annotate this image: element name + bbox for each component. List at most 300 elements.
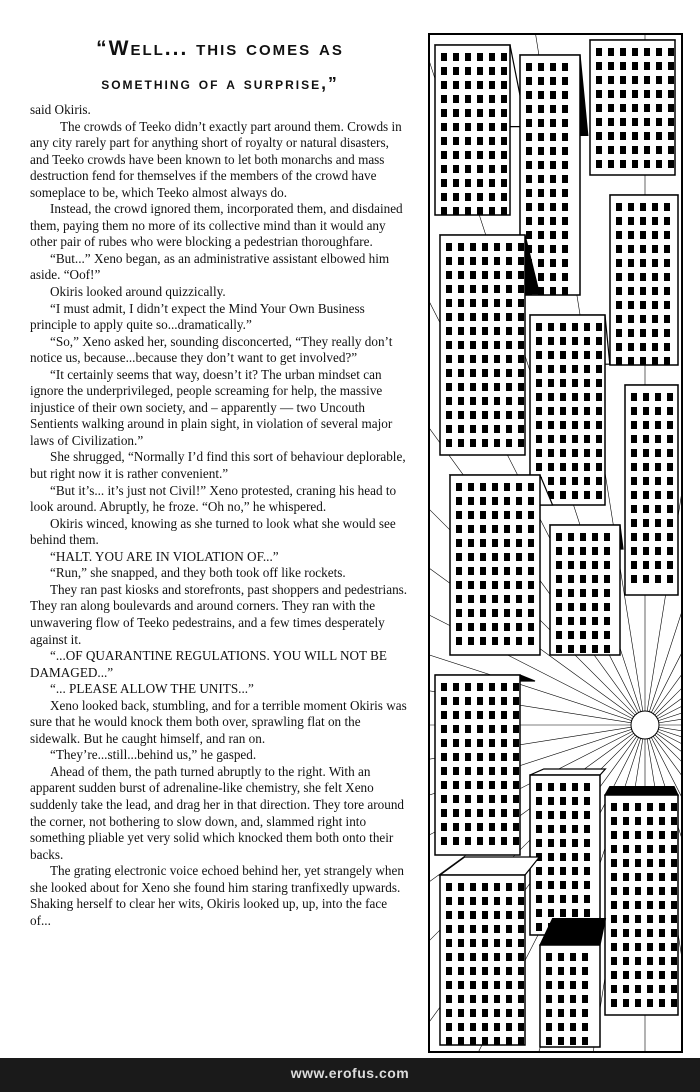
tower-window	[480, 637, 486, 645]
tower-window	[647, 887, 653, 895]
tower-window	[620, 104, 626, 112]
tower-window	[489, 739, 495, 747]
tower-window	[441, 123, 447, 131]
tower-window	[556, 561, 562, 569]
tower-window	[596, 132, 602, 140]
tower-window	[550, 259, 556, 267]
tower-window	[513, 739, 519, 747]
tower-window	[516, 497, 522, 505]
tower-window	[477, 179, 483, 187]
tower-window	[470, 271, 476, 279]
tower-window	[477, 207, 483, 215]
tower-window	[620, 132, 626, 140]
tower-window	[556, 645, 562, 653]
tower-window	[611, 803, 617, 811]
tower-window	[465, 53, 471, 61]
tower-window	[538, 63, 544, 71]
tower-window	[556, 631, 562, 639]
tower-window	[550, 217, 556, 225]
tower-window	[441, 67, 447, 75]
tower-window	[506, 327, 512, 335]
tower-window	[568, 645, 574, 653]
tower-window	[458, 355, 464, 363]
tower-window	[643, 435, 649, 443]
tower-window	[480, 497, 486, 505]
tower-window	[623, 901, 629, 909]
tower-window	[489, 683, 495, 691]
tower-window	[458, 411, 464, 419]
tower-window	[671, 957, 677, 965]
tower-window	[664, 245, 670, 253]
tower-window	[494, 925, 500, 933]
tower-window	[562, 147, 568, 155]
tower-window	[536, 881, 542, 889]
tower-window	[562, 91, 568, 99]
tower-window	[458, 439, 464, 447]
tower-window	[572, 783, 578, 791]
tower-window	[644, 90, 650, 98]
tower-window	[441, 837, 447, 845]
tower-window	[572, 477, 578, 485]
tower-window	[492, 595, 498, 603]
tower-window	[453, 725, 459, 733]
tower-window	[518, 939, 524, 947]
tower-window	[528, 567, 534, 575]
tower-window	[446, 1009, 452, 1017]
tower-window	[458, 1023, 464, 1031]
tower-window	[453, 193, 459, 201]
tower-window	[518, 911, 524, 919]
tower-window	[468, 609, 474, 617]
tower-window	[453, 123, 459, 131]
tower-window	[647, 859, 653, 867]
tower-window	[628, 357, 634, 365]
tower-window	[584, 421, 590, 429]
tower-window	[441, 95, 447, 103]
tower-window	[628, 329, 634, 337]
tower-window	[504, 525, 510, 533]
tower-window	[489, 823, 495, 831]
tower-window	[604, 575, 610, 583]
tower-window	[477, 823, 483, 831]
paragraph: “They’re...still...behind us,” he gasped.	[50, 747, 257, 763]
tower-window	[608, 62, 614, 70]
tower-window	[480, 581, 486, 589]
tower-window	[647, 873, 653, 881]
tower-window	[489, 725, 495, 733]
tower-window	[611, 859, 617, 867]
tower-window	[441, 151, 447, 159]
tower-window	[446, 995, 452, 1003]
tower-window	[482, 1023, 488, 1031]
tower-window	[458, 981, 464, 989]
tower-window	[482, 369, 488, 377]
tower-window	[458, 939, 464, 947]
tower-window	[518, 411, 524, 419]
tower-window	[501, 809, 507, 817]
tower-window	[501, 837, 507, 845]
tower-window	[538, 77, 544, 85]
tower-window	[494, 939, 500, 947]
tower-window	[556, 603, 562, 611]
tower-window	[441, 795, 447, 803]
tower-window	[667, 463, 673, 471]
tower-window	[548, 825, 554, 833]
tower-window	[631, 561, 637, 569]
tower-window	[470, 939, 476, 947]
tower-window	[516, 483, 522, 491]
tower-window	[560, 337, 566, 345]
tower-window	[470, 383, 476, 391]
tower-window	[470, 995, 476, 1003]
tower-window	[608, 48, 614, 56]
tower-window	[640, 217, 646, 225]
tower-window	[465, 781, 471, 789]
tower-window	[528, 581, 534, 589]
tower-window	[592, 533, 598, 541]
tower-window	[572, 337, 578, 345]
tower-window	[489, 179, 495, 187]
tower-window	[572, 867, 578, 875]
tower-window	[446, 439, 452, 447]
tower-window	[518, 397, 524, 405]
tower-window	[494, 911, 500, 919]
tower-window	[592, 575, 598, 583]
tower-window	[453, 739, 459, 747]
tower-window	[580, 631, 586, 639]
tower-window	[518, 383, 524, 391]
tower-window	[494, 257, 500, 265]
tower-window	[655, 491, 661, 499]
tower-window	[446, 1023, 452, 1031]
tower-window	[584, 323, 590, 331]
tower-window	[556, 533, 562, 541]
tower-window	[548, 365, 554, 373]
tower-window	[468, 637, 474, 645]
tower-window	[608, 160, 614, 168]
tower-window	[458, 285, 464, 293]
tower-window	[562, 189, 568, 197]
tower-window	[656, 62, 662, 70]
tower-window	[528, 595, 534, 603]
tower-window	[465, 165, 471, 173]
tower-window	[538, 147, 544, 155]
tower-window	[494, 299, 500, 307]
tower-window	[477, 123, 483, 131]
tower-window	[470, 1009, 476, 1017]
tower-window	[548, 811, 554, 819]
tower-window	[494, 355, 500, 363]
tower-window	[477, 725, 483, 733]
tower-window	[477, 837, 483, 845]
tower-window	[506, 285, 512, 293]
tower-window	[548, 421, 554, 429]
tower-window	[456, 567, 462, 575]
tower-window	[596, 337, 602, 345]
tower-window	[572, 421, 578, 429]
tower-window	[584, 407, 590, 415]
tower-window	[550, 175, 556, 183]
tower-window	[446, 313, 452, 321]
tower-window	[668, 90, 674, 98]
tower-window	[489, 795, 495, 803]
story-body	[30, 102, 410, 929]
paragraph: Okiris winced, knowing as she turned to look what she would see behind them.	[30, 515, 396, 548]
tower-window	[456, 539, 462, 547]
tower-window	[596, 365, 602, 373]
tower-window	[494, 967, 500, 975]
tower-window	[456, 581, 462, 589]
tower-window	[550, 77, 556, 85]
tower-window	[446, 911, 452, 919]
tower-window	[560, 783, 566, 791]
tower-window	[584, 365, 590, 373]
tower-window	[628, 203, 634, 211]
tower-window	[538, 273, 544, 281]
tower-window	[494, 397, 500, 405]
tower-window	[655, 533, 661, 541]
tower-window	[456, 511, 462, 519]
tower-window	[647, 845, 653, 853]
tower-window	[489, 767, 495, 775]
tower-window	[446, 967, 452, 975]
tower-window	[623, 943, 629, 951]
tower-window	[611, 957, 617, 965]
tower-window	[659, 845, 665, 853]
tower-window	[572, 895, 578, 903]
tower-window	[616, 301, 622, 309]
tower-window	[616, 343, 622, 351]
tower-window	[504, 539, 510, 547]
tower-window	[470, 883, 476, 891]
tower-window	[584, 435, 590, 443]
tower-window	[671, 943, 677, 951]
tower-window	[548, 407, 554, 415]
tower-window	[446, 981, 452, 989]
tower-window	[506, 369, 512, 377]
tower-window	[584, 909, 590, 917]
tower-window	[635, 915, 641, 923]
tower-window	[652, 273, 658, 281]
tower-window	[568, 603, 574, 611]
tower-window	[494, 981, 500, 989]
tower-window	[560, 421, 566, 429]
tower-window	[647, 957, 653, 965]
tower-window	[504, 623, 510, 631]
tower-window	[584, 463, 590, 471]
tower-window	[562, 105, 568, 113]
tower-window	[671, 845, 677, 853]
tower-window	[482, 313, 488, 321]
tower-window	[580, 645, 586, 653]
tower-window	[482, 939, 488, 947]
tower-window	[441, 53, 447, 61]
tower-window	[668, 160, 674, 168]
tower-window	[562, 175, 568, 183]
tower-window	[465, 823, 471, 831]
tower-window	[659, 999, 665, 1007]
tower-window	[482, 883, 488, 891]
tower-window	[482, 911, 488, 919]
tower-window	[572, 909, 578, 917]
tower-window	[446, 425, 452, 433]
tower-window	[671, 985, 677, 993]
tower-window	[453, 81, 459, 89]
tower-window	[611, 887, 617, 895]
tower-window	[513, 753, 519, 761]
tower-window	[616, 287, 622, 295]
tower-window	[465, 193, 471, 201]
tower-window	[470, 981, 476, 989]
tower-window	[468, 595, 474, 603]
tower-window	[536, 393, 542, 401]
tower-window	[632, 62, 638, 70]
tower-window	[550, 105, 556, 113]
tower-window	[556, 575, 562, 583]
tower-window	[513, 697, 519, 705]
tower-window	[501, 683, 507, 691]
tower-window	[477, 193, 483, 201]
tower-window	[513, 767, 519, 775]
paragraph: “So,” Xeno asked her, sounding disconcerted, “They really don’t notice us, because...because they don’t want to get involved?”	[30, 333, 393, 366]
tower-window	[592, 631, 598, 639]
tower-window	[453, 809, 459, 817]
tower-window	[596, 393, 602, 401]
tower-window	[468, 581, 474, 589]
tower-window	[631, 519, 637, 527]
tower-window	[560, 463, 566, 471]
tower-window	[465, 753, 471, 761]
tower-window	[655, 519, 661, 527]
tower-window	[572, 435, 578, 443]
tower-window	[582, 1009, 588, 1017]
tower-window	[470, 355, 476, 363]
tower-window	[572, 407, 578, 415]
tower-window	[477, 81, 483, 89]
tower-window	[667, 407, 673, 415]
tower-window	[453, 697, 459, 705]
tower-window	[465, 711, 471, 719]
tower-window	[548, 797, 554, 805]
tower-window	[489, 53, 495, 61]
tower-window	[470, 1037, 476, 1045]
tower-window	[570, 1037, 576, 1045]
tower-window	[608, 132, 614, 140]
tower-window	[664, 315, 670, 323]
tower-window	[582, 1037, 588, 1045]
tower-window	[453, 683, 459, 691]
tower-window	[548, 351, 554, 359]
chapter-headline	[30, 32, 410, 100]
tower-window	[470, 925, 476, 933]
tower-window	[470, 341, 476, 349]
tower-window	[548, 867, 554, 875]
tower-window	[536, 351, 542, 359]
tower-window	[560, 393, 566, 401]
tower-window	[501, 725, 507, 733]
tower-window	[550, 119, 556, 127]
tower-window	[548, 783, 554, 791]
tower-window	[470, 257, 476, 265]
tower-window	[656, 160, 662, 168]
tower-window	[616, 259, 622, 267]
tower-window	[659, 943, 665, 951]
tower-window	[441, 809, 447, 817]
tower-window	[538, 259, 544, 267]
tower-window	[667, 393, 673, 401]
tower-window	[489, 151, 495, 159]
tower-window	[492, 539, 498, 547]
tower-window	[528, 637, 534, 645]
tower-window	[628, 217, 634, 225]
tower-window	[550, 63, 556, 71]
tower-window	[568, 547, 574, 555]
tower-window	[494, 341, 500, 349]
tower-window	[528, 525, 534, 533]
tower-window	[611, 929, 617, 937]
tower-window	[584, 811, 590, 819]
tower-window	[611, 943, 617, 951]
tower-window	[516, 525, 522, 533]
tower-window	[458, 271, 464, 279]
tower-window	[446, 897, 452, 905]
tower-window	[504, 609, 510, 617]
tower-window	[504, 497, 510, 505]
tower-window	[596, 407, 602, 415]
tower-window	[441, 697, 447, 705]
tower-window	[446, 939, 452, 947]
tower-window	[652, 315, 658, 323]
tower-window	[608, 146, 614, 154]
tower-window	[441, 725, 447, 733]
tower-window	[458, 897, 464, 905]
tower-window	[664, 273, 670, 281]
paragraph: said Okiris.	[30, 102, 91, 117]
tower-window	[568, 533, 574, 541]
tower-window	[562, 259, 568, 267]
tower-window	[582, 1023, 588, 1031]
paragraph: “But it’s... it’s just not Civil!” Xeno protested, craning his head to look around. Abruptly, he froze. “Oh no,” he whispered.	[30, 482, 397, 515]
tower-window	[572, 825, 578, 833]
tower-window	[546, 981, 552, 989]
tower-window	[518, 981, 524, 989]
tower-window	[536, 463, 542, 471]
tower-window	[572, 463, 578, 471]
tower-window	[465, 151, 471, 159]
tower-window	[492, 581, 498, 589]
tower-window	[644, 62, 650, 70]
tower-window	[504, 637, 510, 645]
tower-window	[458, 925, 464, 933]
tower-window	[480, 539, 486, 547]
tower-window	[548, 449, 554, 457]
tower-window	[562, 119, 568, 127]
tower-window	[536, 379, 542, 387]
tower-window	[470, 327, 476, 335]
tower-window	[506, 397, 512, 405]
tower-window	[441, 753, 447, 761]
tower-window	[501, 151, 507, 159]
paragraph: “It certainly seems that way, doesn’t it? The urban mindset can ignore the underprivileged, people screaming for help, the massive injustice of their own society, and – apparently — two Uncouth Sentients walking around in plain sight, in violation of several major laws of Civilization.”	[30, 366, 393, 448]
tower-window	[482, 425, 488, 433]
tower-window	[623, 859, 629, 867]
tower-window	[664, 217, 670, 225]
tower-window	[647, 803, 653, 811]
tower-window	[623, 999, 629, 1007]
tower-window	[458, 425, 464, 433]
tower-window	[518, 243, 524, 251]
tower-window	[562, 287, 568, 295]
